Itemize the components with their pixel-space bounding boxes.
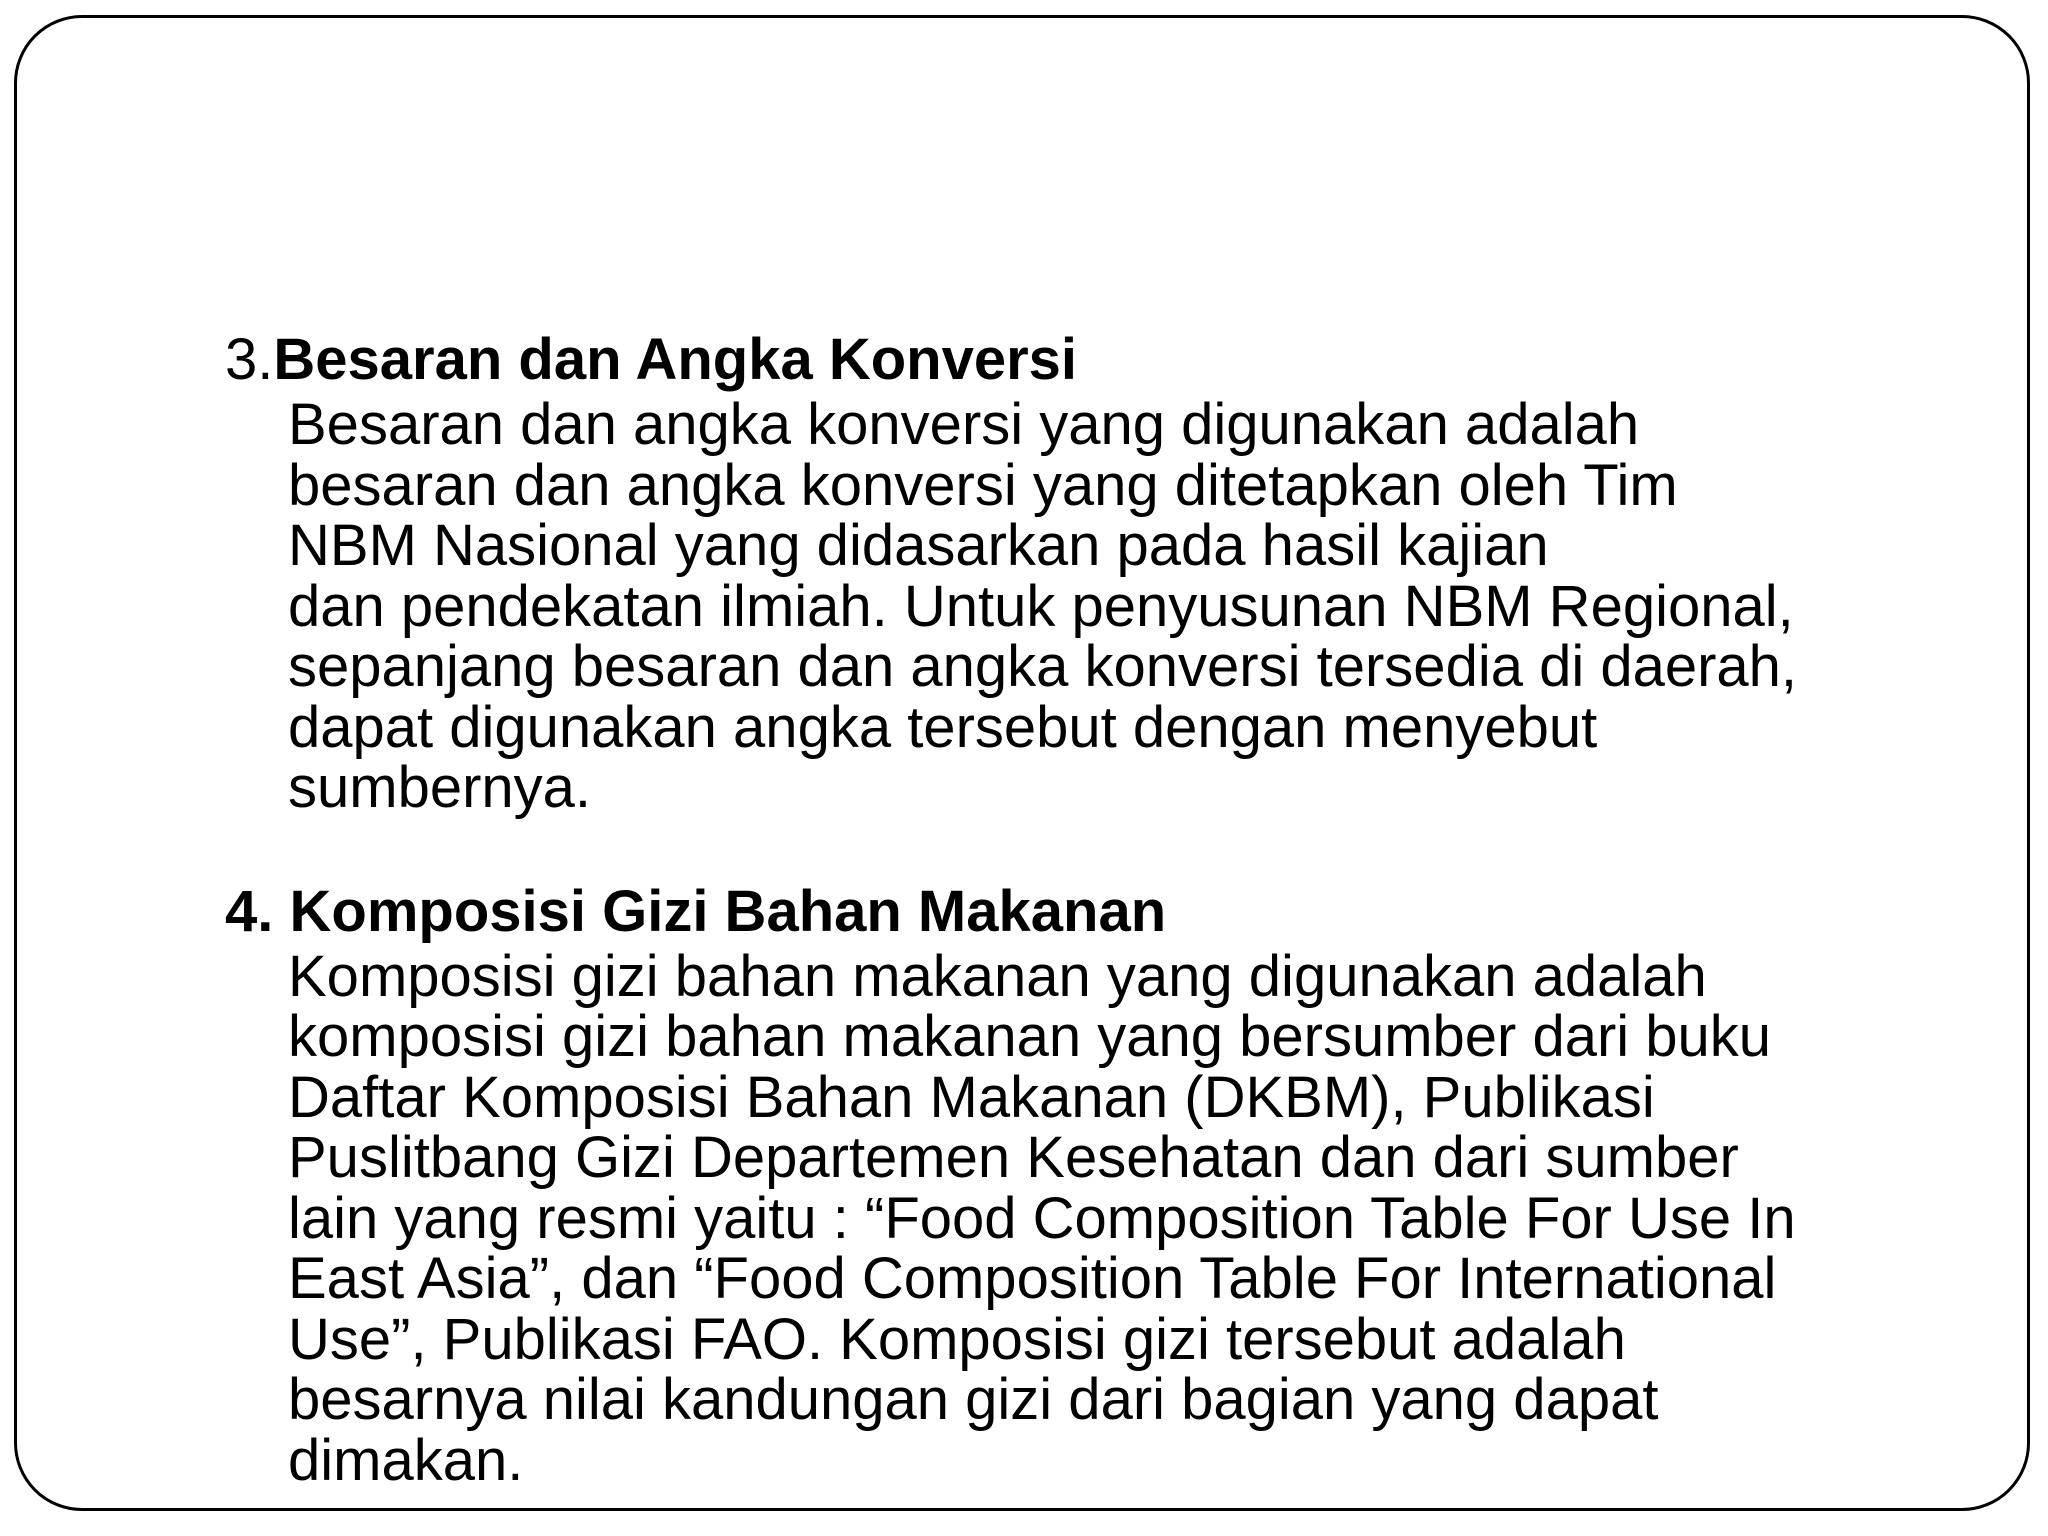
paragraph-line: besaran dan angka konversi yang ditetapkan oleh Tim — [288, 452, 1678, 518]
paragraph-line: lain yang resmi yaitu : “Food Composition Table For Use In — [288, 1185, 1796, 1251]
section-4-title: Komposisi Gizi Bahan Makanan — [289, 878, 1167, 944]
paragraph-line: dapat digunakan angka tersebut dengan menyebut — [288, 694, 1598, 760]
paragraph-line: Use”, Publikasi FAO. Komposisi gizi tersebut adalah — [288, 1306, 1626, 1372]
section-3-heading — [225, 325, 1945, 395]
paragraph-line: dan pendekatan ilmiah. Untuk penyusunan NBM Regional, — [288, 573, 1794, 639]
section-3-title: Besaran dan Angka Konversi — [273, 327, 1078, 392]
section-4-paragraph — [288, 943, 1945, 1493]
paragraph-line: besarnya nilai kandungan gizi dari bagian yang dapat — [288, 1367, 1659, 1432]
section-4-heading — [225, 877, 1945, 947]
paragraph-line: Besaran dan angka konversi yang digunakan adalah — [288, 392, 1640, 457]
slide-content — [225, 325, 1945, 1491]
paragraph-line: sumbernya. — [288, 755, 592, 820]
paragraph-line: Komposisi gizi bahan makanan yang digunakan adalah — [288, 943, 1707, 1009]
paragraph-line: Puslitbang Gizi Departemen Kesehatan dan dari sumber — [288, 1125, 1739, 1190]
paragraph-line: Daftar Komposisi Bahan Makanan (DKBM), Publikasi — [288, 1064, 1655, 1130]
paragraph-line: dimakan. — [288, 1427, 524, 1493]
section-4-number: 4. — [225, 878, 290, 944]
paragraph-line: sepanjang besaran dan angka konversi tersedia di daerah, — [288, 634, 1798, 699]
paragraph-line: NBM Nasional yang didasarkan pada hasil kajian — [288, 513, 1549, 578]
section-3-paragraph — [288, 392, 1945, 820]
paragraph-line: East Asia”, dan “Food Composition Table For International — [288, 1246, 1777, 1311]
section-3-number: 3. — [225, 327, 274, 392]
section-spacer — [225, 819, 1945, 877]
paragraph-line: komposisi gizi bahan makanan yang bersumber dari buku — [288, 1004, 1772, 1069]
